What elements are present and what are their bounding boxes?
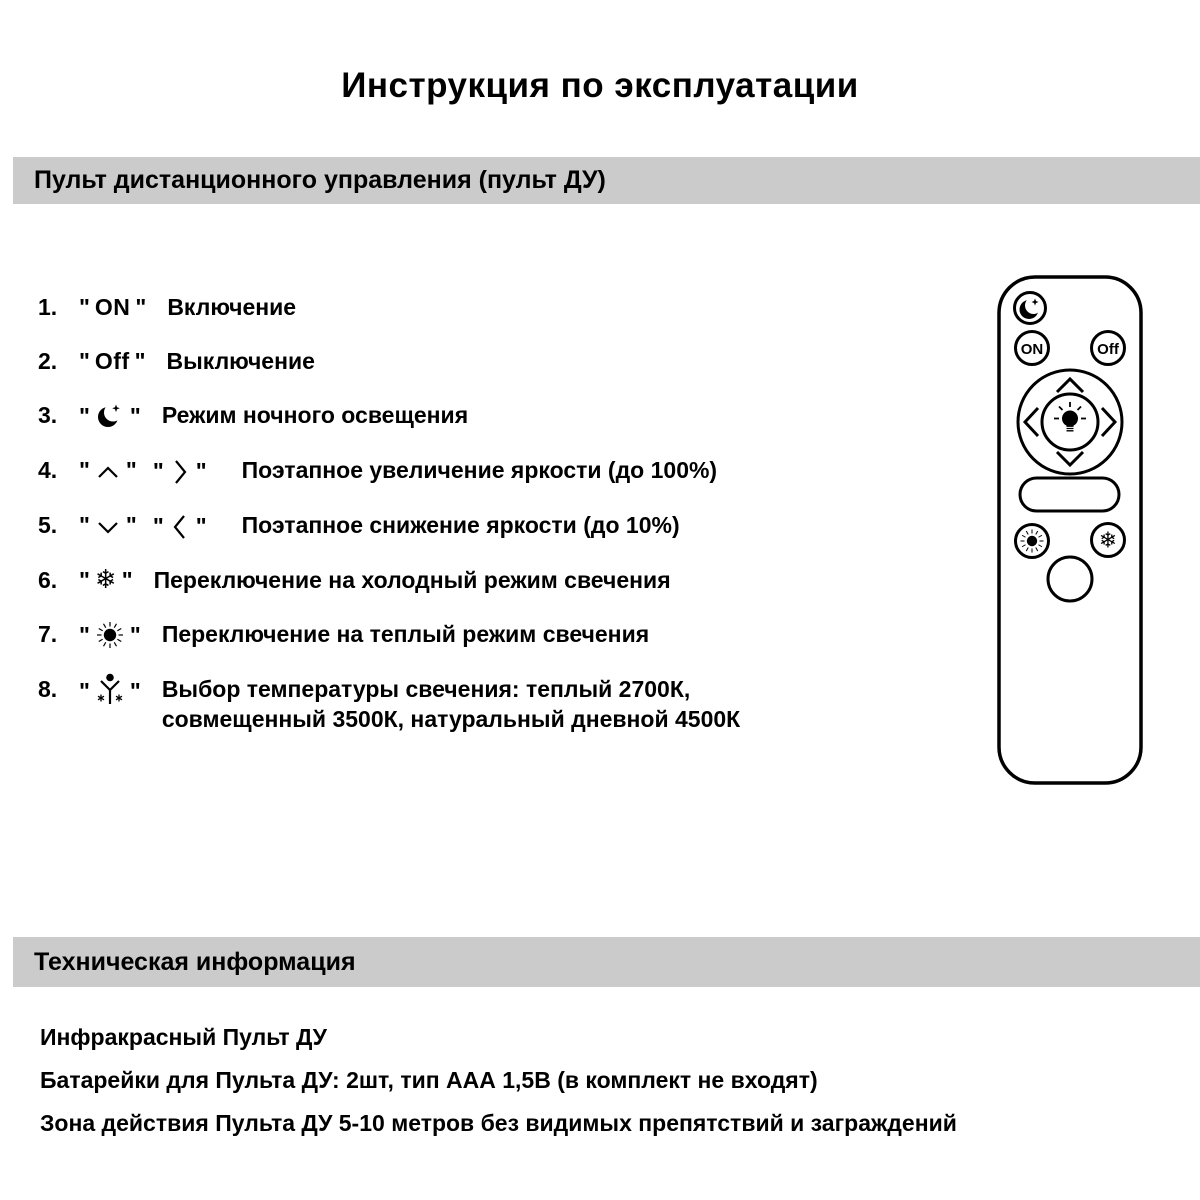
item-number: 5. — [38, 512, 58, 538]
item-number: 3. — [38, 402, 58, 428]
tech-line: Инфракрасный Пульт ДУ — [40, 1024, 327, 1050]
item-number: 4. — [38, 457, 58, 483]
off-keyword: " Off " — [79, 348, 146, 374]
list-item-off — [38, 346, 968, 376]
item-text: Включение — [167, 294, 297, 320]
sun-icon — [1027, 536, 1037, 546]
snowflake-icon: ❄ — [94, 565, 117, 595]
item-text: Поэтапное увеличение яркости (до 100%) — [241, 457, 718, 483]
item-text: Режим ночного освещения — [161, 402, 469, 428]
chevron-left-icon — [169, 513, 191, 541]
item-text: Выбор температуры свечения: теплый 2700К, совмещенный 3500К, натуральный дневной 4500К — [161, 676, 741, 732]
chevron-right-icon — [169, 458, 191, 486]
section-header-tech — [13, 937, 1200, 987]
moon-icon — [95, 401, 125, 431]
item-text: Переключение на теплый режим свечения — [161, 621, 650, 647]
section-header-tech-label: Техническая информация — [34, 947, 356, 976]
item-number: 2. — [38, 348, 58, 374]
list-item-color-temperature: 8. " " Выбор температуры свечения: теплый 2700К, совмещенный 3500К, натуральный дневной 4500К — [38, 674, 968, 734]
svg-text:Off: Off — [1097, 341, 1119, 358]
tech-info — [40, 1023, 957, 1152]
chevron-up-icon — [95, 460, 121, 484]
section-header-remote-label: Пульт дистанционного управления (пульт ДУ) — [34, 166, 606, 194]
list-item-on — [38, 292, 968, 322]
item-number: 6. — [38, 567, 58, 593]
remote-illustration — [986, 260, 1158, 800]
instruction-list — [38, 292, 968, 758]
item-number: 8. — [38, 676, 58, 702]
list-item-brightness-up: 4. " " " " Поэтапное увеличение яркости (до 100%) — [38, 455, 968, 486]
item-text: Выключение — [166, 348, 315, 374]
list-item-warm-mode: 7. " " Переключение на теплый режим свечения — [38, 619, 968, 650]
sun-icon — [95, 620, 125, 650]
item-text: Поэтапное снижение яркости (до 10%) — [241, 512, 680, 538]
list-item-night-mode: 3. " " Режим ночного освещения — [38, 400, 968, 431]
item-number: 7. — [38, 621, 58, 647]
section-header-remote — [13, 157, 1200, 204]
item-number: 1. — [38, 294, 58, 320]
tech-line: Батарейки для Пульта ДУ: 2шт, тип ААА 1,5В (в комплект не входят) — [40, 1067, 818, 1093]
svg-text:ON: ON — [1020, 341, 1044, 358]
on-keyword: " ON " — [79, 294, 147, 320]
chevron-down-icon — [95, 515, 121, 539]
list-item-cold-mode: 6. " ❄ " Переключение на холодный режим свечения — [38, 565, 671, 595]
snowflake-icon: ❄ — [1098, 528, 1118, 554]
tech-line: Зона действия Пульта ДУ 5-10 метров без видимых препятствий и заграждений — [40, 1110, 957, 1136]
page-title: Инструкция по эксплуатации — [341, 66, 859, 105]
list-item-brightness-down: 5. " " " " Поэтапное снижение яркости (до 10%) — [38, 510, 968, 541]
item-text: Переключение на холодный режим свечения — [153, 567, 671, 593]
color-temperature-icon — [95, 670, 125, 708]
